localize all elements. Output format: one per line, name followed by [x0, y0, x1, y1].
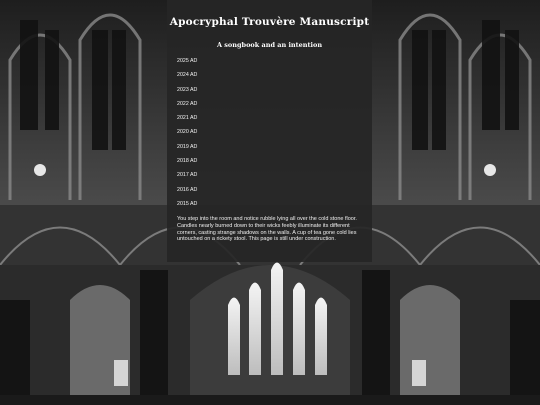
year-link-2021[interactable]: 2021 AD [177, 115, 198, 122]
year-link-2025[interactable]: 2025 AD [177, 58, 198, 64]
year-link-2018[interactable]: 2018 AD [177, 158, 198, 165]
year-link-2015[interactable]: 2015 AD [177, 200, 198, 207]
intro-description: You step into the room and notice rubble lying all over the cold stone floor. Candles nearly burned down to their wicks feebly illuminate its different corners, casting strange shadows on the walls. A cup of tea gone cold lies untouched on a rickety stool. This page is still under construction. [177, 216, 357, 243]
content-panel [167, 0, 372, 262]
page-title: Apocryphal Trouvère Manuscript [169, 16, 370, 28]
year-link-2019[interactable]: 2019 AD [177, 143, 198, 150]
year-link-2016[interactable]: 2016 AD [177, 186, 198, 193]
year-link-2017[interactable]: 2017 AD [177, 172, 198, 179]
year-link-2022[interactable]: 2022 AD [177, 100, 198, 107]
year-link-2020[interactable]: 2020 AD [177, 129, 198, 136]
year-link-2024[interactable]: 2024 AD [177, 72, 198, 79]
year-link-2023[interactable]: 2023 AD [177, 86, 198, 93]
page-subtitle: A songbook and an intention [216, 41, 323, 49]
year-nav-list [177, 57, 367, 214]
